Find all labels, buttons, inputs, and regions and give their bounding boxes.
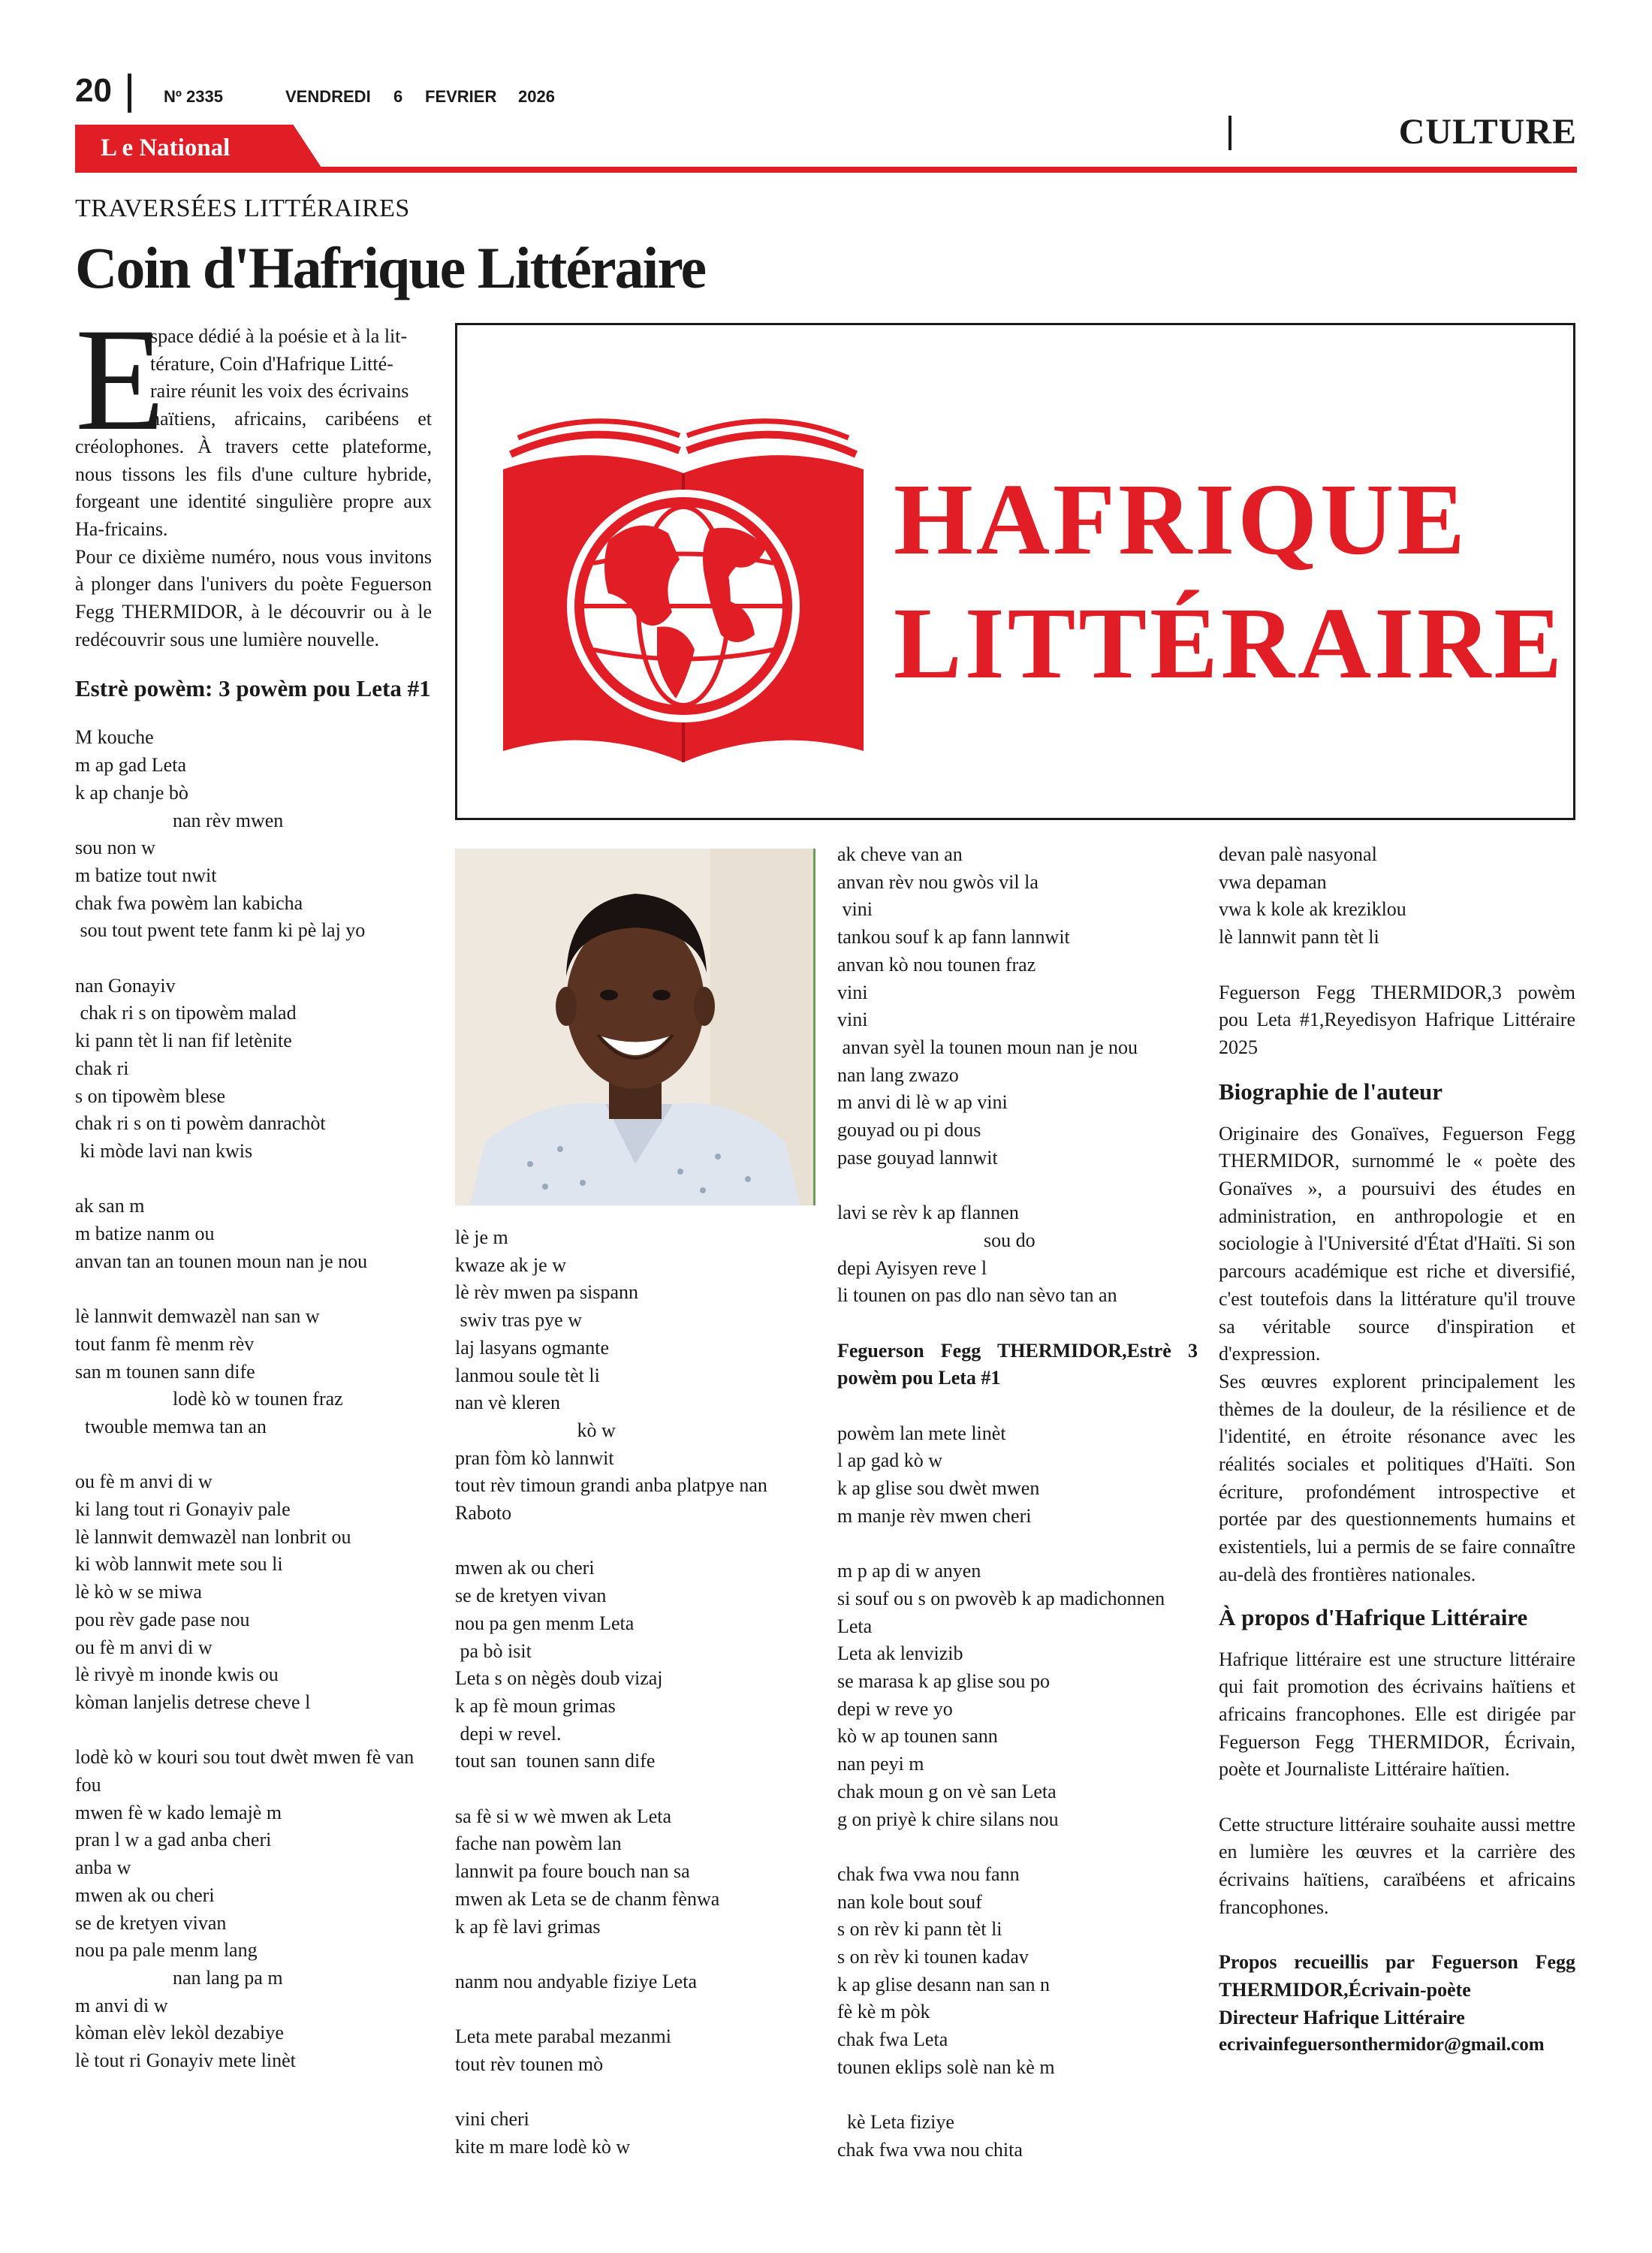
poem-line: chak fwa vwa nou chita: [837, 2138, 1023, 2161]
poem-line: k ap glise desann nan san n: [837, 1973, 1051, 1995]
bio-paragraph-2: Ses œuvres explorent principalement les thèmes de la douleur, de la résilience et de l'identité, en étroite résonance avec les réalités sociales et politiques d'Haïti. Son écriture, profondément introspective et portée par des questionnements humains et existentiels, lui a permis de se faire connaître au-delà des frontières nationales.: [1219, 1370, 1575, 1585]
poem-line: chak ri s on tipowèm malad: [75, 1002, 297, 1024]
poem-line: nan lang zwazo: [837, 1063, 959, 1086]
poem-line: s on tipowèm blese: [75, 1084, 226, 1107]
poem-line: twouble memwa tan an: [75, 1415, 267, 1437]
poem-line: k ap glise sou dwèt mwen: [837, 1477, 1040, 1500]
poem-line: sou do: [837, 1229, 1036, 1251]
poem-line: vini: [837, 981, 868, 1003]
poem-line: m ap gad Leta: [75, 754, 186, 777]
poem-line: [455, 1996, 815, 2024]
section-divider: [1228, 116, 1231, 150]
poem-line: lanmou soule tèt li: [455, 1364, 600, 1386]
poem-line: [837, 2082, 1198, 2110]
poem-line: [837, 1310, 1198, 1338]
poem-line: m p ap di w anyen: [837, 1560, 981, 1582]
poem-line: m batize tout nwit: [75, 864, 217, 886]
poem-line: nan Gonayiv: [75, 974, 176, 997]
poem-line: [455, 2079, 815, 2107]
issue-number: Nº 2335: [164, 87, 223, 106]
logo-text-line-1: HAFRIQUE: [894, 463, 1468, 576]
poem-line: Leta s on nègès doub vizaj: [455, 1667, 663, 1690]
poem-line: s on rèv ki pann tèt li: [837, 1918, 1002, 1941]
poem-line: Leta ak lenvizib: [837, 1642, 963, 1665]
poem-line: vini: [837, 898, 873, 921]
poem-part-1: [75, 724, 432, 2074]
poem-line: lè lannwit pann tèt li: [1219, 926, 1379, 949]
poem-part-5: [1219, 841, 1575, 952]
poem-citation: Feguerson Fegg THERMIDOR,Estrè 3 powèm pou Leta #1: [837, 1339, 1198, 1389]
poem-line: depi w reve yo: [837, 1697, 953, 1720]
poem-line: k ap fè lavi grimas: [455, 1915, 601, 1938]
poem-line: vwa k kole ak kreziklou: [1219, 898, 1406, 921]
poem-line: nan lang pa m: [75, 1967, 283, 1989]
poem-line: [455, 1941, 815, 1968]
poem-line: nanm nou andyable fiziye Leta: [455, 1970, 697, 1992]
poem-line: lè kò w se miwa: [75, 1581, 202, 1603]
poem-line: chak ri: [75, 1057, 129, 1079]
poem-line: anvan rèv nou gwòs vil la: [837, 870, 1039, 893]
poem-line: [837, 1531, 1198, 1558]
newspaper-name: L e National: [101, 134, 231, 161]
poem-line: tout rèv timoun grandi anba platpye nan Raboto: [455, 1474, 773, 1525]
poem-line: [75, 945, 432, 973]
poem-line: kò w: [455, 1419, 616, 1441]
logo-text-line-2: LITTÉRAIRE: [894, 587, 1566, 700]
poem-line: [837, 1172, 1198, 1199]
poem-line: k ap chanje bò: [75, 781, 188, 804]
poem-line: kwaze ak je w: [455, 1253, 566, 1276]
poem-line: anvan kò nou tounen fraz: [837, 953, 1036, 976]
page-number-divider: [128, 74, 131, 113]
poem-line: tout san tounen sann dife: [455, 1750, 656, 1772]
intro-line-1: space dédié à la poésie et à la lit-: [150, 325, 408, 347]
intro-line-4: haïtiens, africains, caribéens et: [150, 408, 432, 430]
poem-line: nan peyi m: [837, 1753, 924, 1775]
poem-line: nou pa gen menm Leta: [455, 1612, 635, 1634]
about-paragraph-1: Hafrique littéraire est une structure littéraire qui fait promotion des écrivains haïtiens et africains francophones. Elle est dirigée par Feguerson Fegg THERMIDOR, Écrivain, poète et Journaliste Littéraire haïtien.: [1219, 1648, 1575, 1781]
poem-line: kòman lanjelis detrese cheve l: [75, 1691, 311, 1713]
poem-line: lè tout ri Gonayiv mete linèt: [75, 2049, 296, 2072]
intro-line-2: térature, Coin d'Hafrique Litté-: [150, 352, 393, 375]
intro-paragraph-2: Pour ce dixième numéro, nous vous invitons à plonger dans l'univers du poète Feguerson Fegg THERMIDOR, à le découvrir ou à le redécouvrir sous une lumière nouvelle.: [75, 545, 432, 650]
poem-line: m manje rèv mwen cheri: [837, 1504, 1032, 1527]
poem-line: g on priyè k chire silans nou: [837, 1808, 1059, 1830]
poem-line: kò w ap tounen sann: [837, 1725, 998, 1748]
bio-heading: Biographie de l'auteur: [1219, 1078, 1442, 1105]
poem-line: tout fanm fè menm rèv: [75, 1332, 255, 1355]
poem-line: fache nan powèm lan: [455, 1832, 622, 1855]
poem-line: m anvi di w: [75, 1994, 168, 2016]
poem-line: anba w: [75, 1856, 131, 1879]
column-4: [1219, 841, 1575, 2059]
poem-line: mwen ak Leta se de chanm fènwa: [455, 1887, 720, 1910]
poem-line: chak ri s on ti powèm danrachòt: [75, 1112, 326, 1135]
poem-line: m anvi di lè w ap vini: [837, 1091, 1008, 1114]
poem-line: tankou souf k ap fann lannwit: [837, 926, 1070, 949]
page-number: 20: [75, 72, 112, 109]
header-rule: [75, 167, 1577, 173]
intro-line-3: raire réunit les voix des écrivains: [150, 380, 409, 403]
poem-line: si souf ou s on pwovèb k ap madichonnen Leta: [837, 1587, 1170, 1637]
poem-line: lè lannwit demwazèl nan san w: [75, 1305, 320, 1328]
poem-line: gouyad ou pi dous: [837, 1119, 981, 1142]
column-3: [837, 841, 1198, 2164]
poem-line: Leta mete parabal mezanmi: [455, 2025, 672, 2048]
poem-line: k ap fè moun grimas: [455, 1694, 616, 1717]
poem-line: swiv tras pye w: [455, 1309, 582, 1332]
author-portrait-icon: [455, 849, 813, 1205]
poem-line: vwa depaman: [1219, 870, 1327, 893]
poem-line: [75, 1166, 432, 1193]
poem-line: lè je m: [455, 1226, 508, 1248]
poem-line: ak cheve van an: [837, 843, 963, 865]
date-number: 6: [393, 87, 403, 106]
poem-line: fè kè m pòk: [837, 2001, 930, 2023]
about-heading: À propos d'Hafrique Littéraire: [1219, 1603, 1528, 1630]
poem-line: [837, 1833, 1198, 1861]
poem-line: ki wòb lannwit mete sou li: [75, 1553, 283, 1576]
drop-cap: E: [75, 298, 165, 461]
poem-line: lavi se rèv k ap flannen: [837, 1202, 1019, 1224]
poem-line: ou fè m anvi di w: [75, 1636, 213, 1658]
poem-heading: Estrè powèm: 3 powèm pou Leta #1: [75, 675, 431, 702]
date-day: VENDREDI: [285, 87, 371, 106]
poem-line: pa bò isit: [455, 1639, 532, 1662]
poem-line: sou non w: [75, 837, 155, 859]
poem-line: tout rèv tounen mò: [455, 2053, 604, 2076]
poem-line: powèm lan mete linèt: [837, 1422, 1006, 1444]
poem-line: pou rèv gade pase nou: [75, 1608, 250, 1630]
poem-line: lè rivyè m inonde kwis ou: [75, 1663, 279, 1686]
poem-line: [455, 1528, 815, 1555]
poem-line: laj lasyans ogmante: [455, 1336, 610, 1359]
poem-line: depi w revel.: [455, 1722, 562, 1745]
about-paragraph-2: Cette structure littéraire souhaite aussi mettre en lumière les œuvres et la carrière des écrivains haïtiens, caraïbéens et africains francophones.: [1219, 1813, 1575, 1918]
poem-line: sa fè si w wè mwen ak Leta: [455, 1805, 672, 1827]
poem-line: se de kretyen vivan: [75, 1911, 227, 1934]
poem-line: pran l w a gad anba cheri: [75, 1829, 272, 1851]
poem-line: nan kole bout souf: [837, 1890, 982, 1913]
author-photo: [455, 849, 813, 1205]
section-title: CULTURE: [1398, 112, 1577, 152]
poem-source-note: Feguerson Fegg THERMIDOR,3 powèm pou Leta #1,Reyedisyon Hafrique Littéraire 2025: [1219, 981, 1575, 1058]
poem-line: kè Leta fiziye: [837, 2111, 954, 2134]
poem-line: ki lang tout ri Gonayiv pale: [75, 1498, 291, 1521]
poem-line: kite m mare lodè kò w: [455, 2136, 631, 2158]
poem-part-4: [837, 1420, 1198, 2164]
poem-line: ki pann tèt li nan fif letènite: [75, 1030, 292, 1052]
poem-line: vini cheri: [455, 2108, 529, 2131]
poem-line: lannwit pa foure bouch nan sa: [455, 1860, 690, 1883]
poem-line: [75, 1441, 432, 1469]
poem-line: chak moun g on vè san Leta: [837, 1780, 1057, 1802]
poem-line: pase gouyad lannwit: [837, 1146, 998, 1169]
credit-line-1: Propos recueillis par Feguerson Fegg THERMIDOR,Écrivain-poète: [1219, 1951, 1575, 2001]
poem-line: ki mòde lavi nan kwis: [75, 1139, 253, 1162]
poem-line: lè rèv mwen pa sispann: [455, 1281, 639, 1304]
poem-line: vini: [837, 1009, 868, 1031]
poem-line: lè lannwit demwazèl nan lonbrit ou: [75, 1525, 351, 1548]
poem-part-2: [455, 1224, 815, 2161]
poem-line: chak fwa powèm lan kabicha: [75, 891, 303, 914]
poem-line: mwen fè w kado lemajè m: [75, 1801, 282, 1823]
poem-line: anvan tan an tounen moun nan je nou: [75, 1250, 368, 1272]
poem-line: lodè kò w kouri sou tout dwèt mwen fè van fou: [75, 1746, 419, 1796]
date-year: 2026: [518, 87, 555, 106]
poem-line: pran fòm kò lannwit: [455, 1446, 614, 1469]
poem-line: l ap gad kò w: [837, 1449, 943, 1472]
poem-part-3: [837, 841, 1198, 1338]
poem-line: anvan syèl la tounen moun nan je nou: [837, 1036, 1138, 1058]
photo-column-rule: [813, 849, 815, 1205]
poem-line: depi Ayisyen reve l: [837, 1256, 987, 1279]
article-title: Coin d'Hafrique Littéraire: [75, 235, 706, 300]
poem-line: tounen eklips solè nan kè m: [837, 2055, 1055, 2078]
poem-line: [455, 1775, 815, 1803]
column-2: [455, 1224, 815, 2161]
poem-line: ou fè m anvi di w: [75, 1470, 213, 1493]
poem-line: m batize nanm ou: [75, 1223, 215, 1245]
poem-line: s on rèv ki tounen kadav: [837, 1946, 1029, 1968]
red-open-book-with-globe-icon: [496, 409, 871, 762]
poem-line: [75, 1717, 432, 1745]
date-month: FEVRIER: [425, 87, 497, 106]
poem-line: nan rèv mwen: [75, 809, 284, 831]
poem-line: ak san m: [75, 1195, 145, 1217]
credit-line-2: Directeur Hafrique Littéraire: [1219, 2006, 1465, 2028]
poem-line: li tounen on pas dlo nan sèvo tan an: [837, 1284, 1117, 1307]
poem-line: nan vè kleren: [455, 1392, 561, 1414]
poem-line: san m tounen sann dife: [75, 1360, 255, 1383]
bio-paragraph-1: Originaire des Gonaïves, Feguerson Fegg THERMIDOR, surnommé le « poète des Gonaïves », a poursuivi des études en administration, en anthropologie et en sociologie à l'Université d'État d'Haïti. Si son parcours académique est riche et diversifié, c'est toutefois dans la littérature qu'il trouve sa véritable source d'inspiration et d'expression.: [1219, 1122, 1575, 1365]
poem-line: mwen ak ou cheri: [455, 1557, 595, 1579]
poem-line: se marasa k ap glise sou po: [837, 1670, 1051, 1693]
poem-line: kòman elèv lekòl dezabiye: [75, 2022, 284, 2044]
poem-line: [75, 1275, 432, 1303]
intro-paragraph-rest: créolophones. À travers cette plateforme, nous tissons les fils d'une culture hybride, forgeant une identité singulière propre aux Ha-fricains.: [75, 435, 432, 540]
credit-email: ecrivainfeguersonthermidor@gmail.com: [1219, 2034, 1545, 2055]
poem-line: se de kretyen vivan: [455, 1585, 607, 1607]
poem-line: chak fwa vwa nou fann: [837, 1862, 1020, 1885]
poem-line: devan palè nasyonal: [1219, 843, 1377, 865]
poem-line: nou pa pale menm lang: [75, 1939, 258, 1962]
column-1: [75, 323, 432, 2075]
poem-line: lodè kò w tounen fraz: [75, 1388, 343, 1410]
poem-line: chak fwa Leta: [837, 2028, 948, 2051]
article-kicker: TRAVERSÉES LITTÉRAIRES: [75, 195, 410, 222]
poem-line: M kouche: [75, 726, 154, 749]
poem-line: sou tout pwent tete fanm ki pè laj yo: [75, 919, 366, 942]
poem-line: mwen ak ou cheri: [75, 1884, 215, 1906]
